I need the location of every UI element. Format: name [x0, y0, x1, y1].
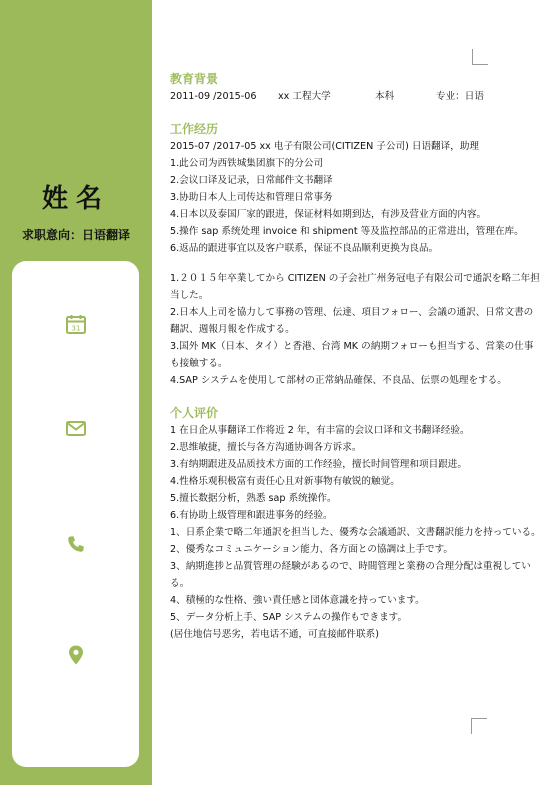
corner-mark-bottom — [471, 718, 487, 734]
education-title: 教育背景 — [170, 72, 219, 86]
evaluation-line: 2.思维敏捷，擅长与各方沟通协调各方诉求。 — [170, 442, 362, 453]
evaluation-line: 5、データ分析上手、SAP システムの操作もできます。 — [170, 612, 408, 623]
experience-title: 工作经历 — [170, 122, 219, 136]
contact-card — [12, 261, 139, 767]
experience-line: 2.会议口译及记录，日常邮件文书翻译 — [170, 175, 333, 186]
resume-content — [170, 71, 542, 643]
evaluation-line: 3、納期進捗と品質管理の経験があるので、時間管理と業務の合理分配は重視している。 — [170, 561, 531, 589]
job-intent: 求职意向：日语翻译 — [21, 228, 130, 242]
sidebar — [0, 0, 152, 785]
experience-line-jp: 1.２０１５年卒業してから CITIZEN の子会社广州务冠电子有限公司で通訳を略二年担当した。 — [170, 273, 540, 301]
evaluation-title: 个人评价 — [170, 406, 219, 420]
contact-note: (居住地信号恶劣，若电话不通，可直接邮件联系) — [170, 629, 379, 640]
evaluation-line: 4、積極的な性格、強い責任感と団体意識を持っています。 — [170, 595, 425, 606]
experience-line: 1.此公司为西铁城集团旗下的分公司 — [170, 158, 324, 169]
experience-line: 5.操作 sap 系统处理 invoice 和 shipment 等及监控部品的正常进出，管理在库。 — [170, 226, 524, 237]
experience-line: 2015-07 /2017-05 xx 电子有限公司(CITIZEN 子公司) 日语翻译，助理 — [170, 141, 480, 152]
evaluation-line: 6.有协助上级管理和跟进事务的经验。 — [170, 510, 333, 521]
experience-line: 3.协助日本人上司传达和管理日常事务 — [170, 192, 333, 203]
evaluation-line: 3.有纳期跟进及品质技术方面的工作经验，擅长时间管理和项目跟进。 — [170, 459, 467, 470]
evaluation-block — [170, 422, 542, 643]
mail-icon — [65, 417, 87, 439]
evaluation-line: 4.性格乐观积极富有责任心且对新事物有敏锐的触觉。 — [170, 476, 400, 487]
phone-icon — [65, 533, 87, 555]
evaluation-line: 1、日系企業で略二年通訳を担当した、優秀な会議通訳、文書翻訳能力を持っている。 — [170, 527, 541, 538]
svg-text:31: 31 — [71, 324, 80, 333]
experience-line-jp: 4.SAP システムを使用して部材の正常納品確保、不良品、伝票の処理をする。 — [170, 375, 507, 386]
location-icon — [65, 644, 87, 666]
evaluation-line: 1 在日企从事翻译工作将近 2 年，有丰富的会议口译和文书翻译经验。 — [170, 425, 470, 436]
experience-line: 4.日本以及泰国厂家的跟进，保证材料如期到达，有涉及营业方面的内容。 — [170, 209, 487, 220]
education-major: 专业：日语 — [436, 91, 484, 102]
education-degree: 本科 — [375, 91, 395, 102]
experience-jp-block — [170, 270, 542, 389]
corner-mark-top — [472, 49, 488, 65]
education-row — [170, 88, 542, 105]
candidate-name: 姓名 — [41, 184, 110, 214]
experience-cn-block — [170, 138, 542, 257]
experience-line-jp: 2.日本人上司を協力して事務の管理、伝達、項目フォロー、会議の通訳、日常文書の翻訳、週報月報を作成する。 — [170, 307, 534, 335]
evaluation-line: 5.擅长数据分析，熟悉 sap 系统操作。 — [170, 493, 337, 504]
evaluation-line: 2、優秀なコミュニケーション能力、各方面との協調は上手です。 — [170, 544, 453, 555]
education-period: 2011-09 /2015-06 — [170, 91, 257, 102]
experience-line: 6.返品的跟进事宜以及客户联系，保证不良品顺利更换为良品。 — [170, 243, 439, 254]
education-school: xx 工程大学 — [278, 91, 331, 102]
calendar-icon — [65, 313, 87, 335]
experience-line-jp: 3.国外 MK（日本、タイ）と香港、台湾 MK の納期フォローも担当する、営業の仕事も接触する。 — [170, 341, 534, 369]
